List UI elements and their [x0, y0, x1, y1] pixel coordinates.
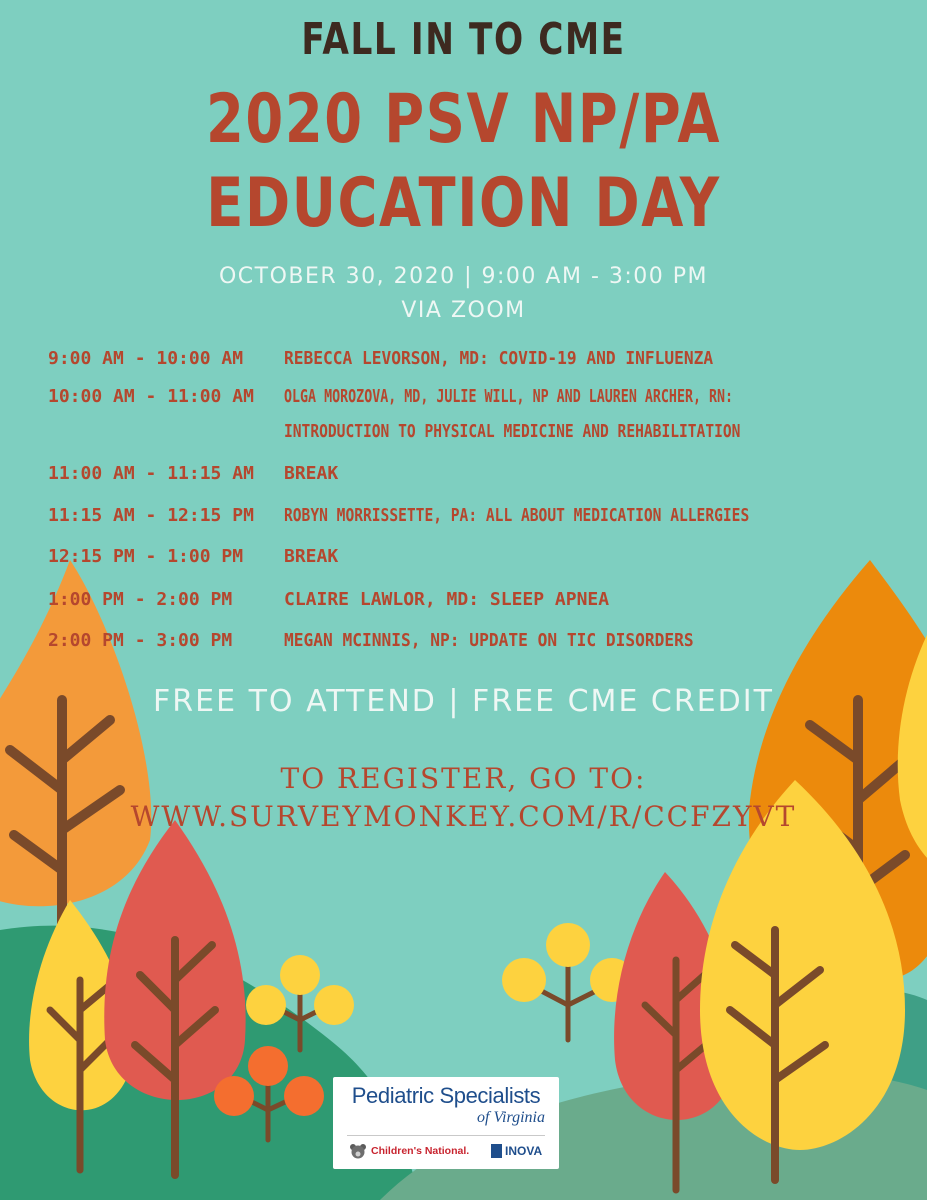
register-url-link[interactable]: WWW.SURVEYMONKEY.COM/R/CCFZYVT: [130, 800, 797, 833]
psv-logo: [333, 1077, 559, 1169]
logo-divider: [347, 1135, 545, 1136]
schedule-time: 11:15 AM - 12:15 PM: [48, 505, 254, 526]
schedule-time: 2:00 PM - 3:00 PM: [48, 630, 233, 651]
partner-inova: INOVA: [505, 1144, 543, 1158]
schedule-time: 1:00 PM - 2:00 PM: [48, 589, 233, 610]
kicker-heading: FALL IN TO CME: [301, 14, 626, 65]
schedule-time: 9:00 AM - 10:00 AM: [48, 348, 244, 369]
register-label: TO REGISTER, GO TO:: [280, 762, 647, 795]
inova-mark-icon: [491, 1144, 502, 1158]
bear-icon: [349, 1143, 367, 1159]
schedule-desc: MEGAN MCINNIS, NP: UPDATE ON TIC DISORDERS: [284, 630, 694, 651]
schedule-desc: REBECCA LEVORSON, MD: COVID-19 AND INFLUENZA: [284, 348, 714, 369]
schedule-time: 10:00 AM - 11:00 AM: [48, 386, 254, 407]
event-title-line1: 2020 PSV NP/PA: [205, 80, 722, 159]
logo-suffix: of Virginia: [477, 1109, 545, 1126]
event-date-time: OCTOBER 30, 2020 | 9:00 AM - 3:00 PM: [218, 264, 709, 289]
schedule-desc: CLAIRE LAWLOR, MD: SLEEP APNEA: [284, 589, 610, 610]
schedule-time: 12:15 PM - 1:00 PM: [48, 546, 244, 567]
schedule-desc: BREAK: [284, 463, 339, 484]
free-attendance-line: FREE TO ATTEND | FREE CME CREDIT: [153, 684, 774, 719]
schedule-desc-continued: INTRODUCTION TO PHYSICAL MEDICINE AND REHABILITATION: [284, 421, 741, 442]
orange-leaf-left: [0, 560, 151, 906]
schedule-time: 11:00 AM - 11:15 AM: [48, 463, 254, 484]
logo-name: Pediatric Specialists: [351, 1083, 541, 1108]
schedule-desc: BREAK: [284, 546, 339, 567]
schedule-desc: OLGA MOROZOVA, MD, JULIE WILL, NP AND LAUREN ARCHER, RN:: [284, 386, 734, 407]
partner-childrens-national: Children's National.: [371, 1145, 470, 1157]
schedule-desc: ROBYN MORRISSETTE, PA: ALL ABOUT MEDICATION ALLERGIES: [284, 505, 750, 526]
yellow-bush-center: [502, 923, 634, 1040]
event-location: VIA ZOOM: [401, 298, 526, 323]
event-title-line2: EDUCATION DAY: [206, 164, 721, 243]
